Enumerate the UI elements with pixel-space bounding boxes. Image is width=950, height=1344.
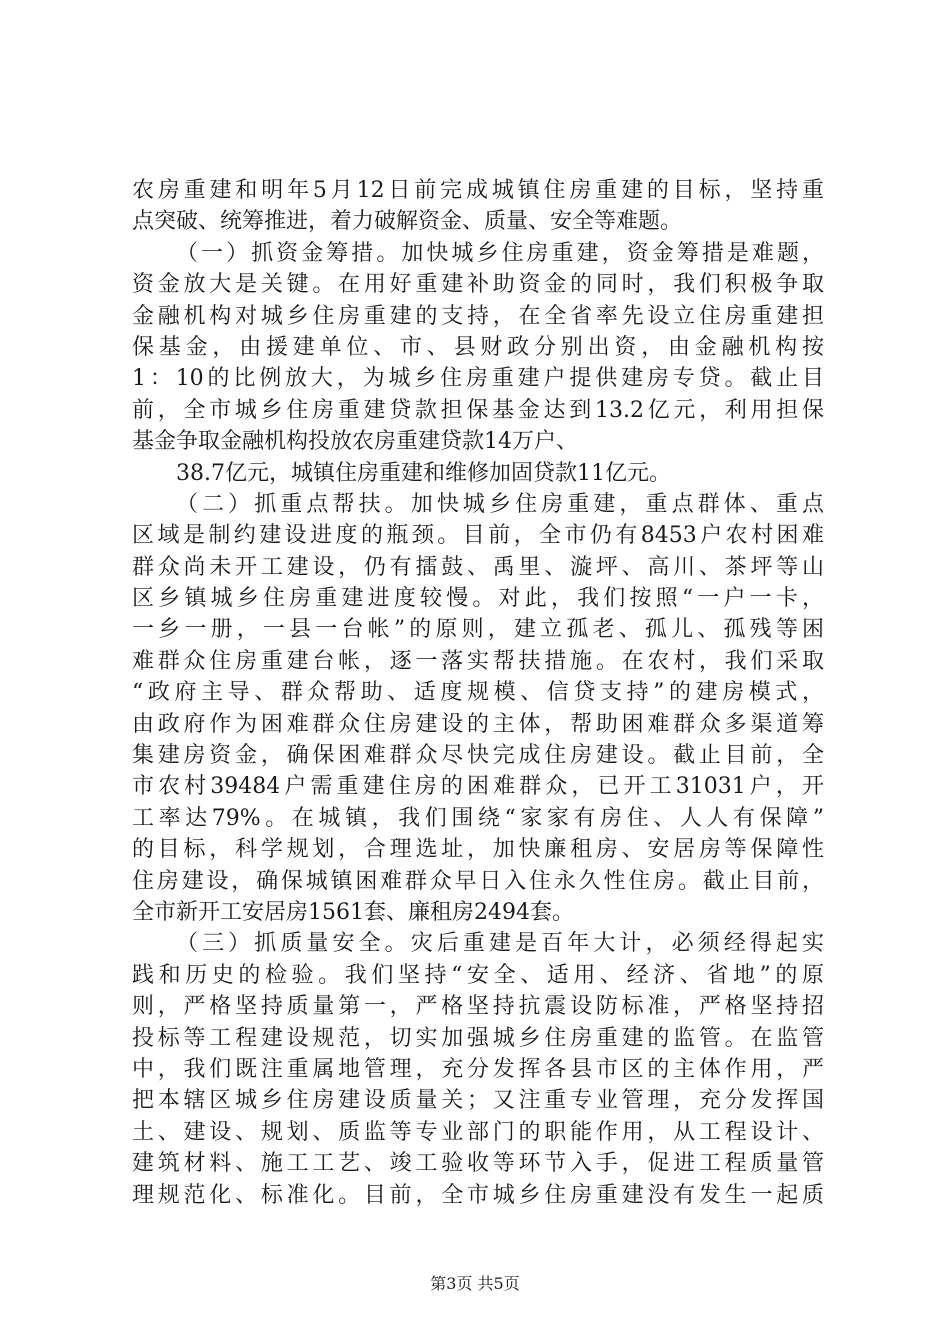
text-line: 全市新开工安居房1561套、廉租房2494套。 <box>132 899 574 925</box>
text-line: 区域是制约建设进度的瓶颈。目前，全市仍有8453户农村困难 <box>132 523 824 549</box>
text-line: 市农村39484户需重建住房的困难群众，已开工31031户，开 <box>132 774 824 800</box>
text-line: 前，全市城乡住房重建贷款担保基金达到13.2亿元，利用担保 <box>132 397 824 423</box>
text-line: 点突破、统筹推进，着力破解资金、质量、安全等难题。 <box>132 209 683 235</box>
text-line: 由政府作为困难群众住房建设的主体，帮助困难群众多渠道筹 <box>132 711 824 737</box>
text-line: 一乡一册，一县一台帐”的原则，建立孤老、孤儿、孤残等困 <box>132 617 824 643</box>
text-line: 1：10的比例放大，为城乡住房重建户提供建房专贷。截止目 <box>132 366 824 392</box>
text-line: 投标等工程建设规范，切实加强城乡住房重建的监管。在监管 <box>132 1025 824 1051</box>
text-line: 则，严格坚持质量第一，严格坚持抗震设防标准，严格坚持招 <box>132 994 824 1020</box>
text-line: 38.7亿元，城镇住房重建和维修加固贷款11亿元。 <box>176 460 671 486</box>
page-footer: 第3页 共5页 <box>430 1274 520 1293</box>
text-line: 保基金，由援建单位、市、县财政分别出资，由金融机构按 <box>132 334 824 360</box>
text-line: 工率达79%。在城镇，我们围绕“家家有房住、人人有保障” <box>132 805 824 831</box>
text-line: “政府主导、群众帮助、适度规模、信贷支持”的建房模式， <box>132 680 824 706</box>
text-line: 群众尚未开工建设，仍有擂鼓、禹里、漩坪、高川、茶坪等山 <box>132 554 824 580</box>
text-line: 理规范化、标准化。目前，全市城乡住房重建没有发生一起质 <box>132 1182 824 1208</box>
document-body <box>132 175 824 1211</box>
text-line: 集建房资金，确保困难群众尽快完成住房建设。截止目前，全 <box>132 743 824 769</box>
text-line: 践和历史的检验。我们坚持“安全、适用、经济、省地”的原 <box>132 962 824 988</box>
text-line: 区乡镇城乡住房重建进度较慢。对此，我们按照“一户一卡， <box>132 586 824 612</box>
text-line: 土、建设、规划、质监等专业部门的职能作用，从工程设计、 <box>132 1119 824 1145</box>
text-line: 建筑材料、施工工艺、竣工验收等环节入手，促进工程质量管 <box>132 1151 824 1177</box>
text-line: 的目标，科学规划，合理选址，加快廉租房、安居房等保障性 <box>132 837 824 863</box>
text-line: 金融机构对城乡住房重建的支持，在全省率先设立住房重建担 <box>132 303 824 329</box>
text-line: （二）抓重点帮扶。加快城乡住房重建，重点群体、重点 <box>176 491 824 517</box>
text-line: （一）抓资金筹措。加快城乡住房重建，资金筹措是难题， <box>176 240 824 266</box>
text-line: （三）抓质量安全。灾后重建是百年大计，必须经得起实 <box>176 931 824 957</box>
text-line: 资金放大是关键。在用好重建补助资金的同时，我们积极争取 <box>132 272 824 298</box>
text-line: 基金争取金融机构投放农房重建贷款14万户、 <box>132 429 578 455</box>
text-line: 住房建设，确保城镇困难群众早日入住永久性住房。截止目前， <box>132 868 824 894</box>
text-line: 难群众住房重建台帐，逐一落实帮扶措施。在农村，我们采取 <box>132 648 824 674</box>
text-line: 把本辖区城乡住房建设质量关；又注重专业管理，充分发挥国 <box>132 1088 824 1114</box>
text-line: 农房重建和明年5月12日前完成城镇住房重建的目标，坚持重 <box>132 178 824 203</box>
text-line: 中，我们既注重属地管理，充分发挥各县市区的主体作用，严 <box>132 1056 824 1082</box>
